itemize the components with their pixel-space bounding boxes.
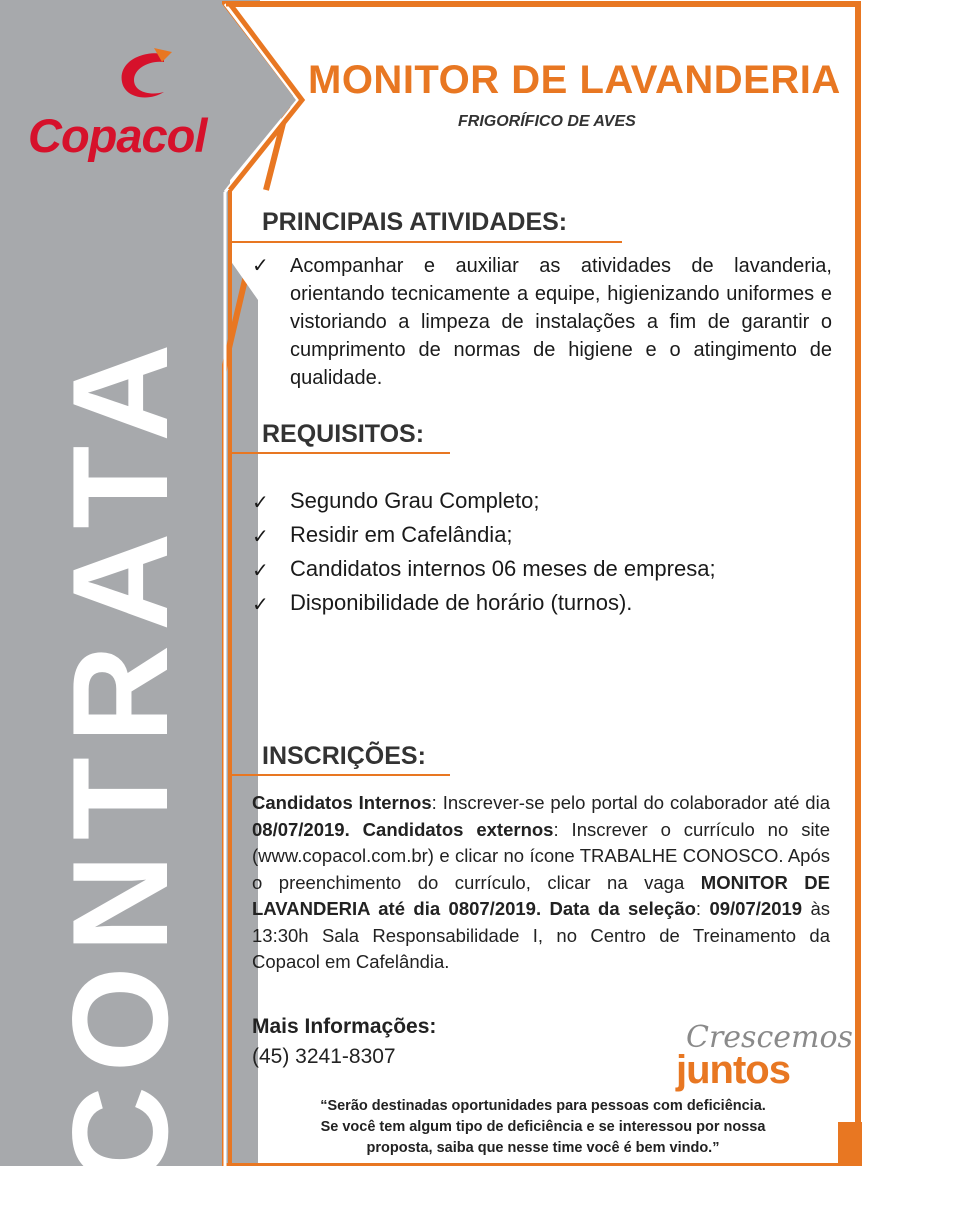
slogan xyxy=(672,1018,853,1100)
selection-colon: : xyxy=(695,898,710,919)
internal-label: Candidatos Internos xyxy=(252,792,432,813)
quote-line: proposta, saiba que nesse time você é bem vindo.” xyxy=(366,1140,720,1156)
checkmark-icon: ✓ xyxy=(252,594,269,616)
activities-heading: PRINCIPAIS ATIVIDADES: xyxy=(262,208,568,236)
quote-line: Se você tem algum tipo de deficiência e se interessou por nossa xyxy=(320,1119,766,1135)
inscriptions-heading: INSCRIÇÕES: xyxy=(262,742,426,770)
activities-underline xyxy=(232,241,622,243)
selection-text: às 13:30h Sala Responsabilidade I, no Centro de Treinamento da Copacol em Cafelândia. xyxy=(252,898,831,972)
checkmark-icon: ✓ xyxy=(252,492,269,514)
checkmark-icon: ✓ xyxy=(252,255,269,277)
slogan-top: Crescemos xyxy=(686,1020,853,1055)
logo-wordmark: Copacol xyxy=(28,109,207,162)
selection-label: . Data da seleção xyxy=(535,898,696,919)
phone-number: (45) 3241-8307 xyxy=(252,1045,396,1068)
job-subtitle: FRIGORÍFICO DE AVES xyxy=(458,113,636,130)
logo-swoosh-icon xyxy=(102,48,182,106)
checkmark-icon: ✓ xyxy=(252,526,269,548)
contrata-banner: CONTRATA xyxy=(44,329,196,1185)
list-item xyxy=(252,518,832,552)
selection-date: 09/07/2019 xyxy=(709,898,803,919)
requirement-text: Residir em Cafelândia; xyxy=(290,522,513,547)
requirements-heading: REQUISITOS: xyxy=(262,420,425,448)
internal-date: 08/07/2019. xyxy=(252,818,350,840)
requirement-text: Segundo Grau Completo; xyxy=(290,488,540,513)
slogan-bottom: juntos xyxy=(676,1048,790,1092)
requirements-underline xyxy=(232,452,450,454)
requirement-text: Candidatos internos 06 meses de empresa; xyxy=(290,556,716,581)
list-item xyxy=(252,586,832,620)
internal-text: : Inscrever-se pelo portal do colaborador até dia xyxy=(431,792,830,813)
requirement-text: Disponibilidade de horário (turnos). xyxy=(290,590,633,615)
external-label: Candidatos externos xyxy=(349,818,554,840)
more-info-label: Mais Informações: xyxy=(252,1015,437,1038)
checkmark-icon: ✓ xyxy=(252,560,269,582)
inscriptions-underline xyxy=(232,774,450,776)
list-item xyxy=(252,484,832,518)
inclusion-quote xyxy=(258,1096,828,1159)
activity-text: Acompanhar e auxiliar as atividades de lavanderia, orientando tecnicamente a equipe, higienizando uniformes e vistoriando a limpeza de instalações a fim de garantir o cumprimento de normas de higiene e o atingimento de qualidade. xyxy=(290,255,832,389)
corner-accent xyxy=(838,1122,862,1166)
vacancy-name: MONITOR DE LAVANDERIA até dia 0807/2019 xyxy=(252,871,831,919)
inscriptions-text xyxy=(252,790,830,976)
requirements-list xyxy=(252,484,832,620)
list-item xyxy=(252,552,832,586)
activities-list xyxy=(252,252,832,392)
list-item xyxy=(252,252,832,392)
quote-line: “Serão destinadas oportunidades para pessoas com deficiência. xyxy=(320,1098,766,1114)
external-text: : Inscrever o currículo no site (www.copacol.com.br) e clicar no ícone TRABALHE CONOSCO. Após o preenchimento do currículo, clicar na vaga xyxy=(252,818,830,893)
copacol-logo xyxy=(24,48,234,168)
job-title: MONITOR DE LAVANDERIA xyxy=(308,58,841,102)
